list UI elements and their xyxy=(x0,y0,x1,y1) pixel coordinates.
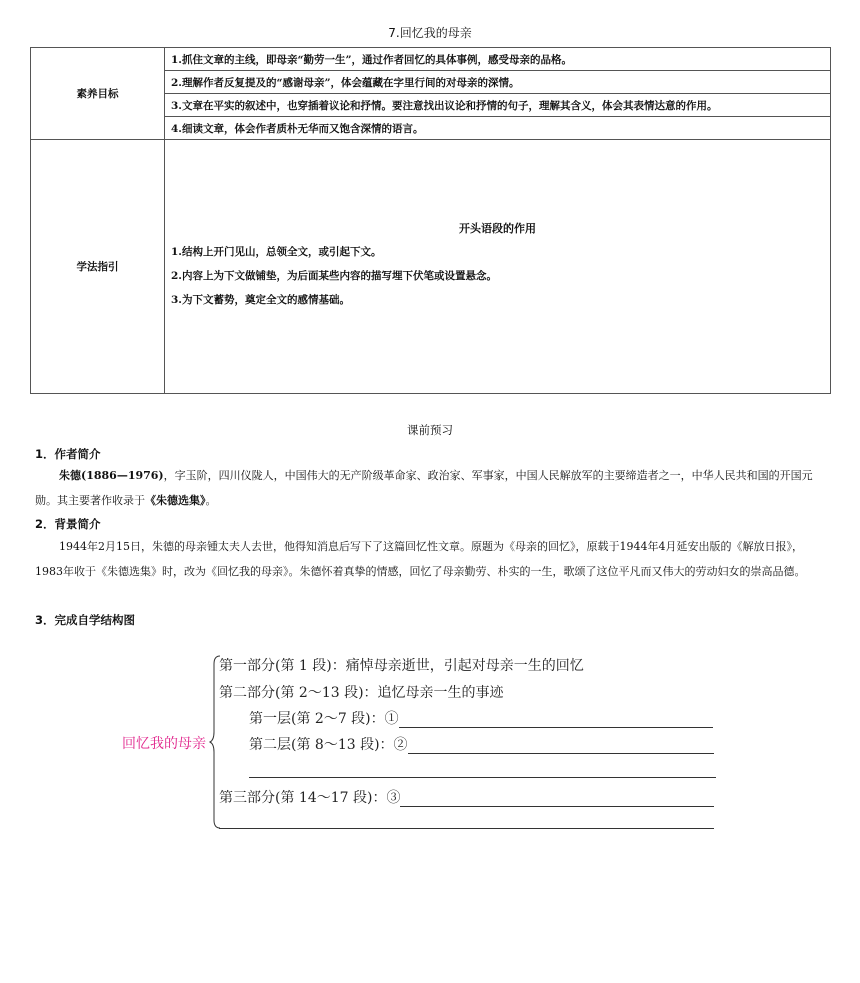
guide-item: 2.内容上为下文做铺垫，为后面某些内容的描写埋下伏笔或设置悬念。 xyxy=(171,270,497,282)
author-paragraph xyxy=(35,463,827,513)
answer-blank-3-continued[interactable] xyxy=(219,828,714,829)
answer-blank-3[interactable] xyxy=(400,792,714,807)
structure-root: 回忆我的母亲 xyxy=(122,736,206,752)
author-text: ，字玉阶，四川仪陇人，中国伟大的无产阶级革命家、政治家、军事家，中国人民解放军的主要缔造者之一，中华人民共和国的开国元勋。其主要著作收录于 xyxy=(35,469,813,507)
guide-cell xyxy=(165,140,831,394)
guide-item: 3.为下文蓄势，奠定全文的感情基础。 xyxy=(171,294,350,306)
goal-item: 4.细读文章，体会作者质朴无华而又饱含深情的语言。 xyxy=(165,117,831,140)
goals-label: 素养目标 xyxy=(31,48,165,140)
part3-label: 第三部分(第 14～17 段)：③ xyxy=(219,790,401,806)
structure-layer1 xyxy=(249,708,713,728)
background-heading: 2．背景简介 xyxy=(35,517,101,531)
page-title: 7.回忆我的母亲 xyxy=(388,26,472,40)
goals-table xyxy=(30,47,831,394)
structure-part3 xyxy=(219,787,714,807)
guide-label: 学法指引 xyxy=(31,140,165,394)
guide-heading: 开头语段的作用 xyxy=(459,222,536,235)
guide-item: 1.结构上开门见山，总领全文，或引起下文。 xyxy=(171,246,382,258)
structure-layer2 xyxy=(249,734,714,754)
layer2-label: 第二层(第 8～13 段)：② xyxy=(249,737,408,753)
author-book: 《朱德选集》 xyxy=(145,494,206,507)
answer-blank-1[interactable] xyxy=(399,713,713,728)
background-paragraph: 1944年2月15日，朱德的母亲锺太夫人去世，他得知消息后写下了这篇回忆性文章。原题为《母亲的回忆》，原载于1944年4月延安出版的《解放日报》，1983年收于《朱德选集》时，改为《回忆我的母亲》。朱德怀着真挚的情感，回忆了母亲勤劳、朴实的一生，歌颂了这位平凡而又伟大的劳动妇女的崇高品德。 xyxy=(35,540,806,578)
section-title: 课前预习 xyxy=(407,423,453,437)
author-name: 朱德(1886—1976) xyxy=(59,469,164,482)
author-heading: 1．作者简介 xyxy=(35,447,101,461)
answer-blank-2[interactable] xyxy=(408,739,714,754)
goal-item: 2.理解作者反复提及的“感谢母亲”，体会蕴藏在字里行间的对母亲的深情。 xyxy=(165,71,831,94)
layer1-label: 第一层(第 2～7 段)：① xyxy=(249,711,399,727)
answer-blank-2-continued[interactable] xyxy=(249,777,716,778)
goal-item: 3.文章在平实的叙述中，也穿插着议论和抒情。要注意找出议论和抒情的句子，理解其含义，体会其表情达意的作用。 xyxy=(165,94,831,117)
structure-part1: 第一部分(第 1 段)：痛悼母亲逝世，引起对母亲一生的回忆 xyxy=(219,658,584,674)
goal-item: 1.抓住文章的主线，即母亲“勤劳一生”，通过作者回忆的具体事例，感受母亲的品格。 xyxy=(165,48,831,71)
author-end: 。 xyxy=(205,494,217,507)
structure-heading: 3．完成自学结构图 xyxy=(35,613,136,627)
structure-part2: 第二部分(第 2～13 段)：追忆母亲一生的事迹 xyxy=(219,685,504,701)
